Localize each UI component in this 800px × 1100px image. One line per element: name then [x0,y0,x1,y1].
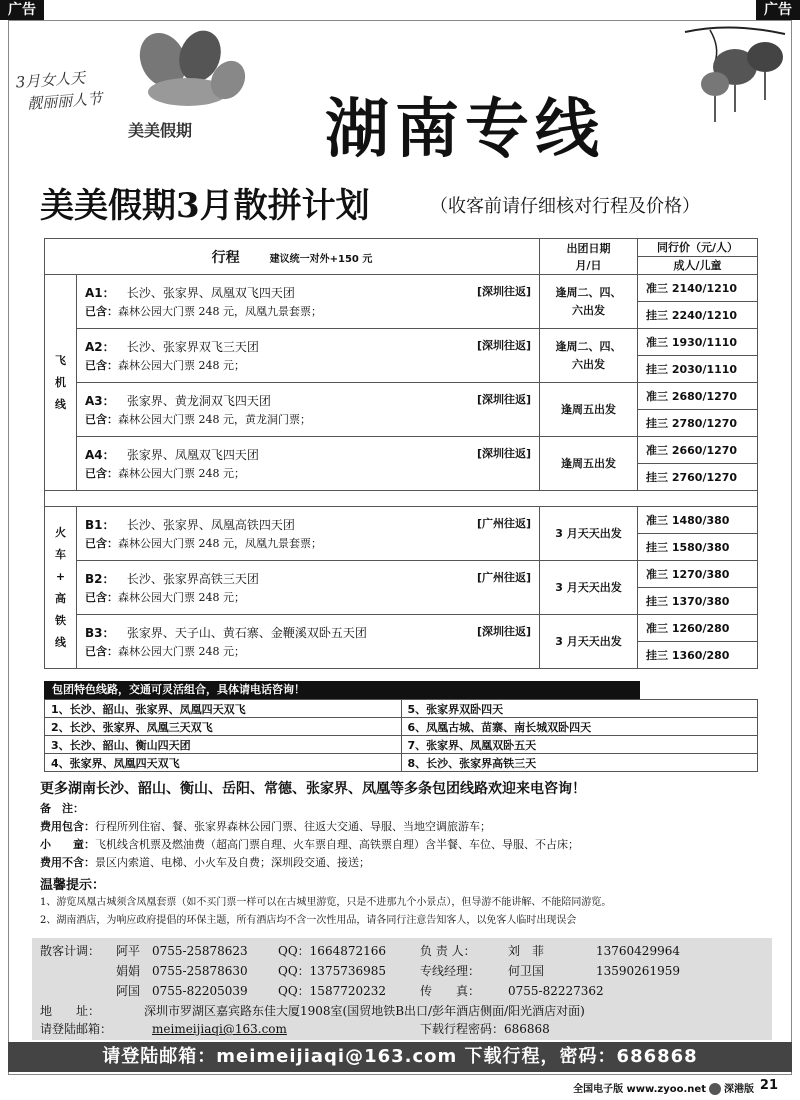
price-header: 同行价（元/人） [638,239,758,257]
schedule-table [44,238,758,669]
package-bar: 包团特色线路，交通可灵活组合，具体请电话咨询！ [44,681,640,699]
price-listed: 挂三 1580/380 [638,534,758,561]
brand-name: 美美假期 [128,121,193,140]
price-listed: 挂三 2760/1270 [638,464,758,491]
departure-date: 3 月天天出发 [540,507,638,561]
departure-date: 逢周五出发 [540,437,638,491]
ad-label-right: 广告 [756,0,800,20]
package-item: 8、长沙、张家界高铁三天 [401,754,758,772]
price-standard: 准三 1260/280 [638,615,758,642]
price-listed: 挂三 1360/280 [638,642,758,669]
date-header: 出团日期 月/日 [540,239,638,275]
departure-date: 3 月天天出发 [540,615,638,669]
price-listed: 挂三 2240/1210 [638,302,758,329]
train-category: 火 车 + 高 铁 线 [45,507,77,669]
departure-date: 逢周二、四、 六出发 [540,329,638,383]
price-listed: 挂三 2030/1110 [638,356,758,383]
plan-title: 美美假期3月散拼计划 [40,186,370,226]
route-cell: B1： 长沙、张家界、凤凰高铁四天团 已含：森林公园大门票 248 元，凤凰九景套票； [广州往返] [77,507,540,561]
tips: 1、游览凤凰古城须含凤凰套票（如不买门票一样可以在古城里游览，只是不进那九个小景点），但导游不能讲解、不能陪同游览。 2、湖南酒店，为响应政府提倡的环保主题，所有酒店均不含一次性用品，请各同行注意告知客人，以免客人临时出现误会 [40,897,612,926]
price-subheader: 成人/儿童 [638,257,758,275]
package-table [44,699,758,772]
route-cell: B2： 长沙、张家界高铁三天团 已含：森林公园大门票 248 元； [广州往返] [77,561,540,615]
lantern-icon [680,22,790,137]
package-item: 5、张家界双卧四天 [401,700,758,718]
package-item: 4、张家界、凤凰四天双飞 [45,754,402,772]
main-title: 湖南专线 [325,93,605,167]
air-category: 飞 机 线 [45,275,77,491]
route-cell: A4： 张家界、凤凰双飞四天团 已含：森林公园大门票 248 元； [深圳往返] [77,437,540,491]
festival-logo: 3月女人天 靓丽丽人节 [15,68,103,113]
price-standard: 准三 1480/380 [638,507,758,534]
plan-note: （收客前请仔细核对行程及价格） [430,196,700,217]
ad-label-left: 广告 [0,0,44,20]
brand-logo-icon [128,30,248,110]
route-cell: B3： 张家界、天子山、黄石寨、金鞭溪双卧五天团 已含：森林公园大门票 248 元； [深圳往返] [77,615,540,669]
price-standard: 准三 1930/1110 [638,329,758,356]
route-cell: A2： 长沙、张家界双飞三天团 已含：森林公园大门票 248 元； [深圳往返] [77,329,540,383]
more-routes-note: 更多湖南长沙、韶山、衡山、岳阳、常德、张家界、凤凰等多条包团线路欢迎来电咨询！ [40,781,586,797]
tips-title: 温馨提示： [40,878,106,893]
bottom-banner: 请登陆邮箱：meimeijiaqi@163.com 下载行程，密码：686868 [8,1042,792,1072]
package-item: 6、凤凰古城、苗寨、南长城双卧四天 [401,718,758,736]
price-standard: 准三 2140/1210 [638,275,758,302]
package-item: 2、长沙、张家界、凤凰三天双飞 [45,718,402,736]
footer: 全国电子版 www.zyoo.net 深港版 [573,1084,754,1095]
price-listed: 挂三 2780/1270 [638,410,758,437]
route-cell: A1： 长沙、张家界、凤凰双飞四天团 已含：森林公园大门票 248 元，凤凰九景套票； [深圳往返] [77,275,540,329]
price-standard: 准三 2660/1270 [638,437,758,464]
notes: 备 注： 费用包含：行程所列住宿、餐、张家界森林公园门票、往返大交通、导服、当地空调旅游车； 小 童：飞机线含机票及燃油费（超高门票自理、火车票自理、高铁票自理）含半餐、车位、导服、不占床； 费用不含：景区内索道、电梯、小火车及自费；深圳段交通、接送； [40,802,579,869]
contact-box: 散客计调： 阿平 0755-25878623 QQ：1664872166 负 责 人： 刘 菲 13760429964 娟娟 0755-25878630 QQ：1375736985 专线经理： 何卫国 13590261959 阿国 0755-82205039 QQ：1587720232 传 真： 0755-82227362 地 址： 深圳市罗湖区嘉宾路东佳大厦1908室(国贸地铁B出口/彭年酒店侧面/阳光酒店对面) 请登陆邮箱： meimeijiaqi@163.com 下载行程密码：686868 [32,938,772,1040]
package-item: 3、长沙、韶山、衡山四天团 [45,736,402,754]
departure-date: 3 月天天出发 [540,561,638,615]
page-number: 21 [759,1078,778,1093]
price-listed: 挂三 1370/380 [638,588,758,615]
package-item: 1、长沙、韶山、张家界、凤凰四天双飞 [45,700,402,718]
route-header: 行程 建议统一对外+150 元 [45,239,540,275]
departure-date: 逢周五出发 [540,383,638,437]
route-cell: A3： 张家界、黄龙洞双飞四天团 已含：森林公园大门票 248 元，黄龙洞门票； [深圳往返] [77,383,540,437]
package-item: 7、张家界、凤凰双卧五天 [401,736,758,754]
publisher-icon [709,1083,721,1095]
price-standard: 准三 2680/1270 [638,383,758,410]
departure-date: 逢周二、四、 六出发 [540,275,638,329]
price-standard: 准三 1270/380 [638,561,758,588]
email-link[interactable]: meimeijiaqi@163.com [152,1022,287,1036]
